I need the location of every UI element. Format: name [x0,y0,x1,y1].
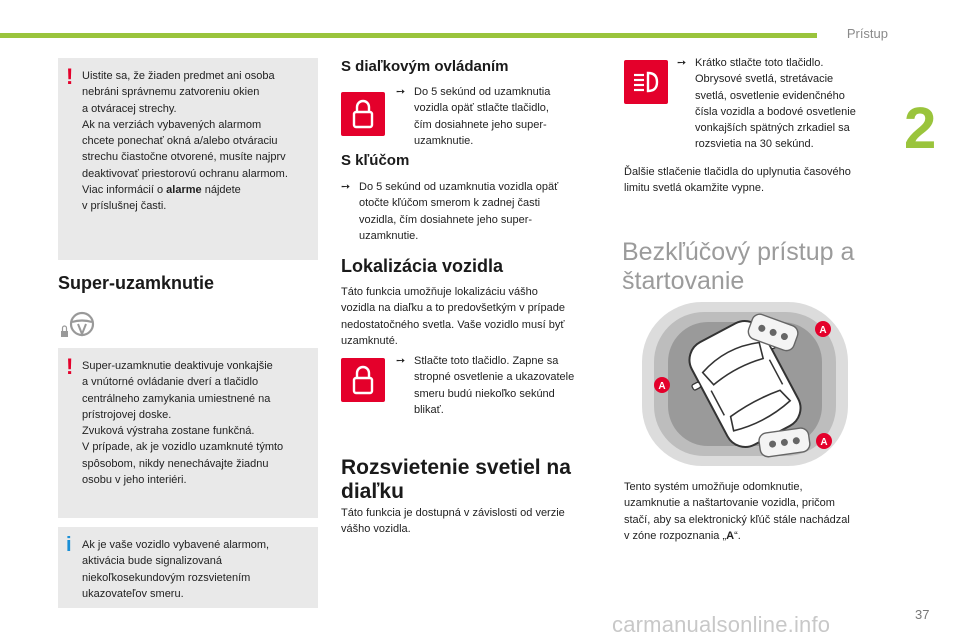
page-number: 37 [915,607,930,622]
text-line: niekoľkosekundovým rozsvietením [82,571,251,584]
keyless-heading [622,238,854,296]
watermark: carmanualsonline.info [612,612,831,637]
locate-heading: Lokalizácia vozidla [341,256,504,276]
heading-line: štartovanie [622,267,745,295]
zone-marker [654,377,670,393]
text-line: stropné osvetlenie a ukazovatele [414,371,575,384]
lock-icon [341,358,385,402]
warning-text [82,358,283,488]
text-line: Do 5 sekúnd od uzamknutia [414,86,551,98]
text-line: vozidla, čím dosiahnete jeho super- [359,213,533,226]
text-line: Zvuková výstraha zostane funkčná. [82,425,255,438]
text-line: aktivácia bude signalizovaná [82,555,223,568]
super-lock-heading: Super-uzamknutie [58,273,215,293]
chapter-number: 2 [904,96,937,161]
text-line: spôsobom, nikdy nenechávajte žiadnu [82,457,269,470]
info-text [82,537,269,602]
zone-marker [815,321,831,337]
text-line: a otváracej strechy. [82,102,177,115]
header-accent-bar [0,33,817,38]
heading-line: Bezkľúčový prístup a [622,238,855,266]
lights-step [677,55,887,153]
text-line: deaktivovať priestorovú ochranu alarmom. [82,167,288,180]
text-line: Táto funkcia je dostupná v závislosti od verzie [341,507,565,519]
text-fragment: “. [734,529,741,542]
svg-text:A: A [658,381,666,392]
text-line: smeru budú niekoľko sekúnd [414,387,555,400]
text-line: Ďalšie stlačenie tlačidla do uplynutia časového [624,166,851,178]
text-fragment: Viac informácií o [82,184,167,197]
text-line: limitu svetlá okamžite vypne. [624,182,764,195]
text-line [624,528,894,544]
text-line: vášho vozidla. [341,523,411,536]
text-line: centrálneho zamykania umiestnené na [82,392,271,405]
warning-text [82,68,288,215]
text-line: a vnútorné ovládanie dverí a tlačidlo [82,376,259,389]
text-line: Táto funkcia umožňuje lokalizáciu vášho [341,286,538,298]
text-line: Tento systém umožňuje odomknutie, [624,481,803,493]
warning-icon: ! [66,64,74,89]
text-line: Super-uzamknutie deaktivuje vonkajšie [82,360,273,372]
lock-icon [341,92,385,136]
text-line: čísla vozidla a bodové osvetlenie [695,105,856,118]
text-line: chcete ponechať okná a/alebo otváraciu [82,135,278,148]
text-line: V prípade, ak je vozidlo uzamknuté týmto [82,441,284,454]
headlight-icon [624,60,668,104]
text-line: strechu čiastočne otvorené, musíte najprv [82,151,286,164]
warning-box-windows [58,58,318,260]
arrow-icon: ➙ [341,181,351,193]
text-line: ukazovateľov smeru. [82,587,184,600]
locate-step [396,353,606,418]
text-line: nedostatočného svetla. Vaše vozidlo musí byť [341,318,565,331]
keyless-description [624,479,894,544]
arrow-icon: ➙ [677,57,687,69]
remote-heading: S diaľkovým ovládaním [341,58,509,75]
text-line: vonkajších spätných zrkadiel sa [695,122,850,135]
text-fragment: nájdete [201,184,241,197]
section-title: Prístup [846,26,888,41]
svg-text:A: A [819,325,827,336]
text-line: Ak na verziách vybavených alarmom [82,118,262,131]
text-fragment: v zóne rozpoznania „ [624,529,727,542]
step-text [396,353,606,418]
text-line: stačí, aby sa elektronický kľúč stále nachádzal [624,513,850,526]
info-box-alarm [58,527,318,608]
text-line: osobu v jeho interiéri. [82,474,187,487]
headlight-button-icon [624,60,668,104]
warning-box-super-lock [58,348,318,518]
text-line: Do 5 sekúnd od uzamknutia vozidla opäť [359,181,559,193]
text-line: uzamknutie a naštartovanie vozidla, pričom [624,497,835,510]
text-line: Obrysové svetlá, stretávacie [695,73,834,86]
step-text [677,55,887,153]
lock-button-icon [341,358,385,402]
arrow-icon: ➙ [396,86,406,98]
step-text [341,179,601,244]
steering-wheel-icon [58,310,104,340]
bold-term: alarme [166,184,202,197]
heading-line: Rozsvietenie svetiel na [341,456,571,479]
text-line: vozidla na diaľku a to predovšetkým v prípade [341,302,565,315]
text-line: uzamknutie. [359,229,419,242]
text-line: svetlá, osvetlenie evidenčného [695,89,845,102]
text-line: čím dosiahnete jeho super- [414,118,547,131]
text-line: v príslušnej časti. [82,200,167,213]
svg-text:A: A [820,437,828,448]
lights-off-note [624,164,894,197]
heading-line: diaľku [341,480,404,503]
key-heading: S kľúčom [341,152,410,169]
text-line: vozidla opäť stlačte tlačidlo, [414,102,549,115]
key-step [341,179,601,244]
locate-description [341,284,601,349]
text-line: rozsvietia na 30 sekúnd. [695,138,814,151]
text-line: Ak je vaše vozidlo vybavené alarmom, [82,539,270,551]
text-line: blikať. [414,403,444,416]
text-line: uzamknutie. [414,134,474,147]
text-line: Krátko stlačte toto tlačidlo. [695,57,824,69]
text-line: uzamknuté. [341,334,398,347]
info-icon: i [66,534,72,556]
text-line: Uistite sa, že žiaden predmet ani osoba [82,70,275,82]
remote-step [396,84,586,149]
lights-description [341,505,601,538]
text-line: prístrojovej doske. [82,408,172,421]
text-line: otočte kľúčom smerom k zadnej časti [359,197,541,210]
step-text [396,84,586,149]
text-line: Stlačte toto tlačidlo. Zapne sa [414,355,559,367]
zone-label: A [726,529,735,542]
text-line [82,182,288,198]
zone-marker [816,433,832,449]
text-line: nebráni správnemu zatvoreniu okien [82,86,260,99]
keyless-zone-diagram [640,300,850,468]
lock-button-icon [341,92,385,136]
warning-icon: ! [66,354,74,379]
lights-heading [341,456,571,504]
arrow-icon: ➙ [396,355,406,367]
